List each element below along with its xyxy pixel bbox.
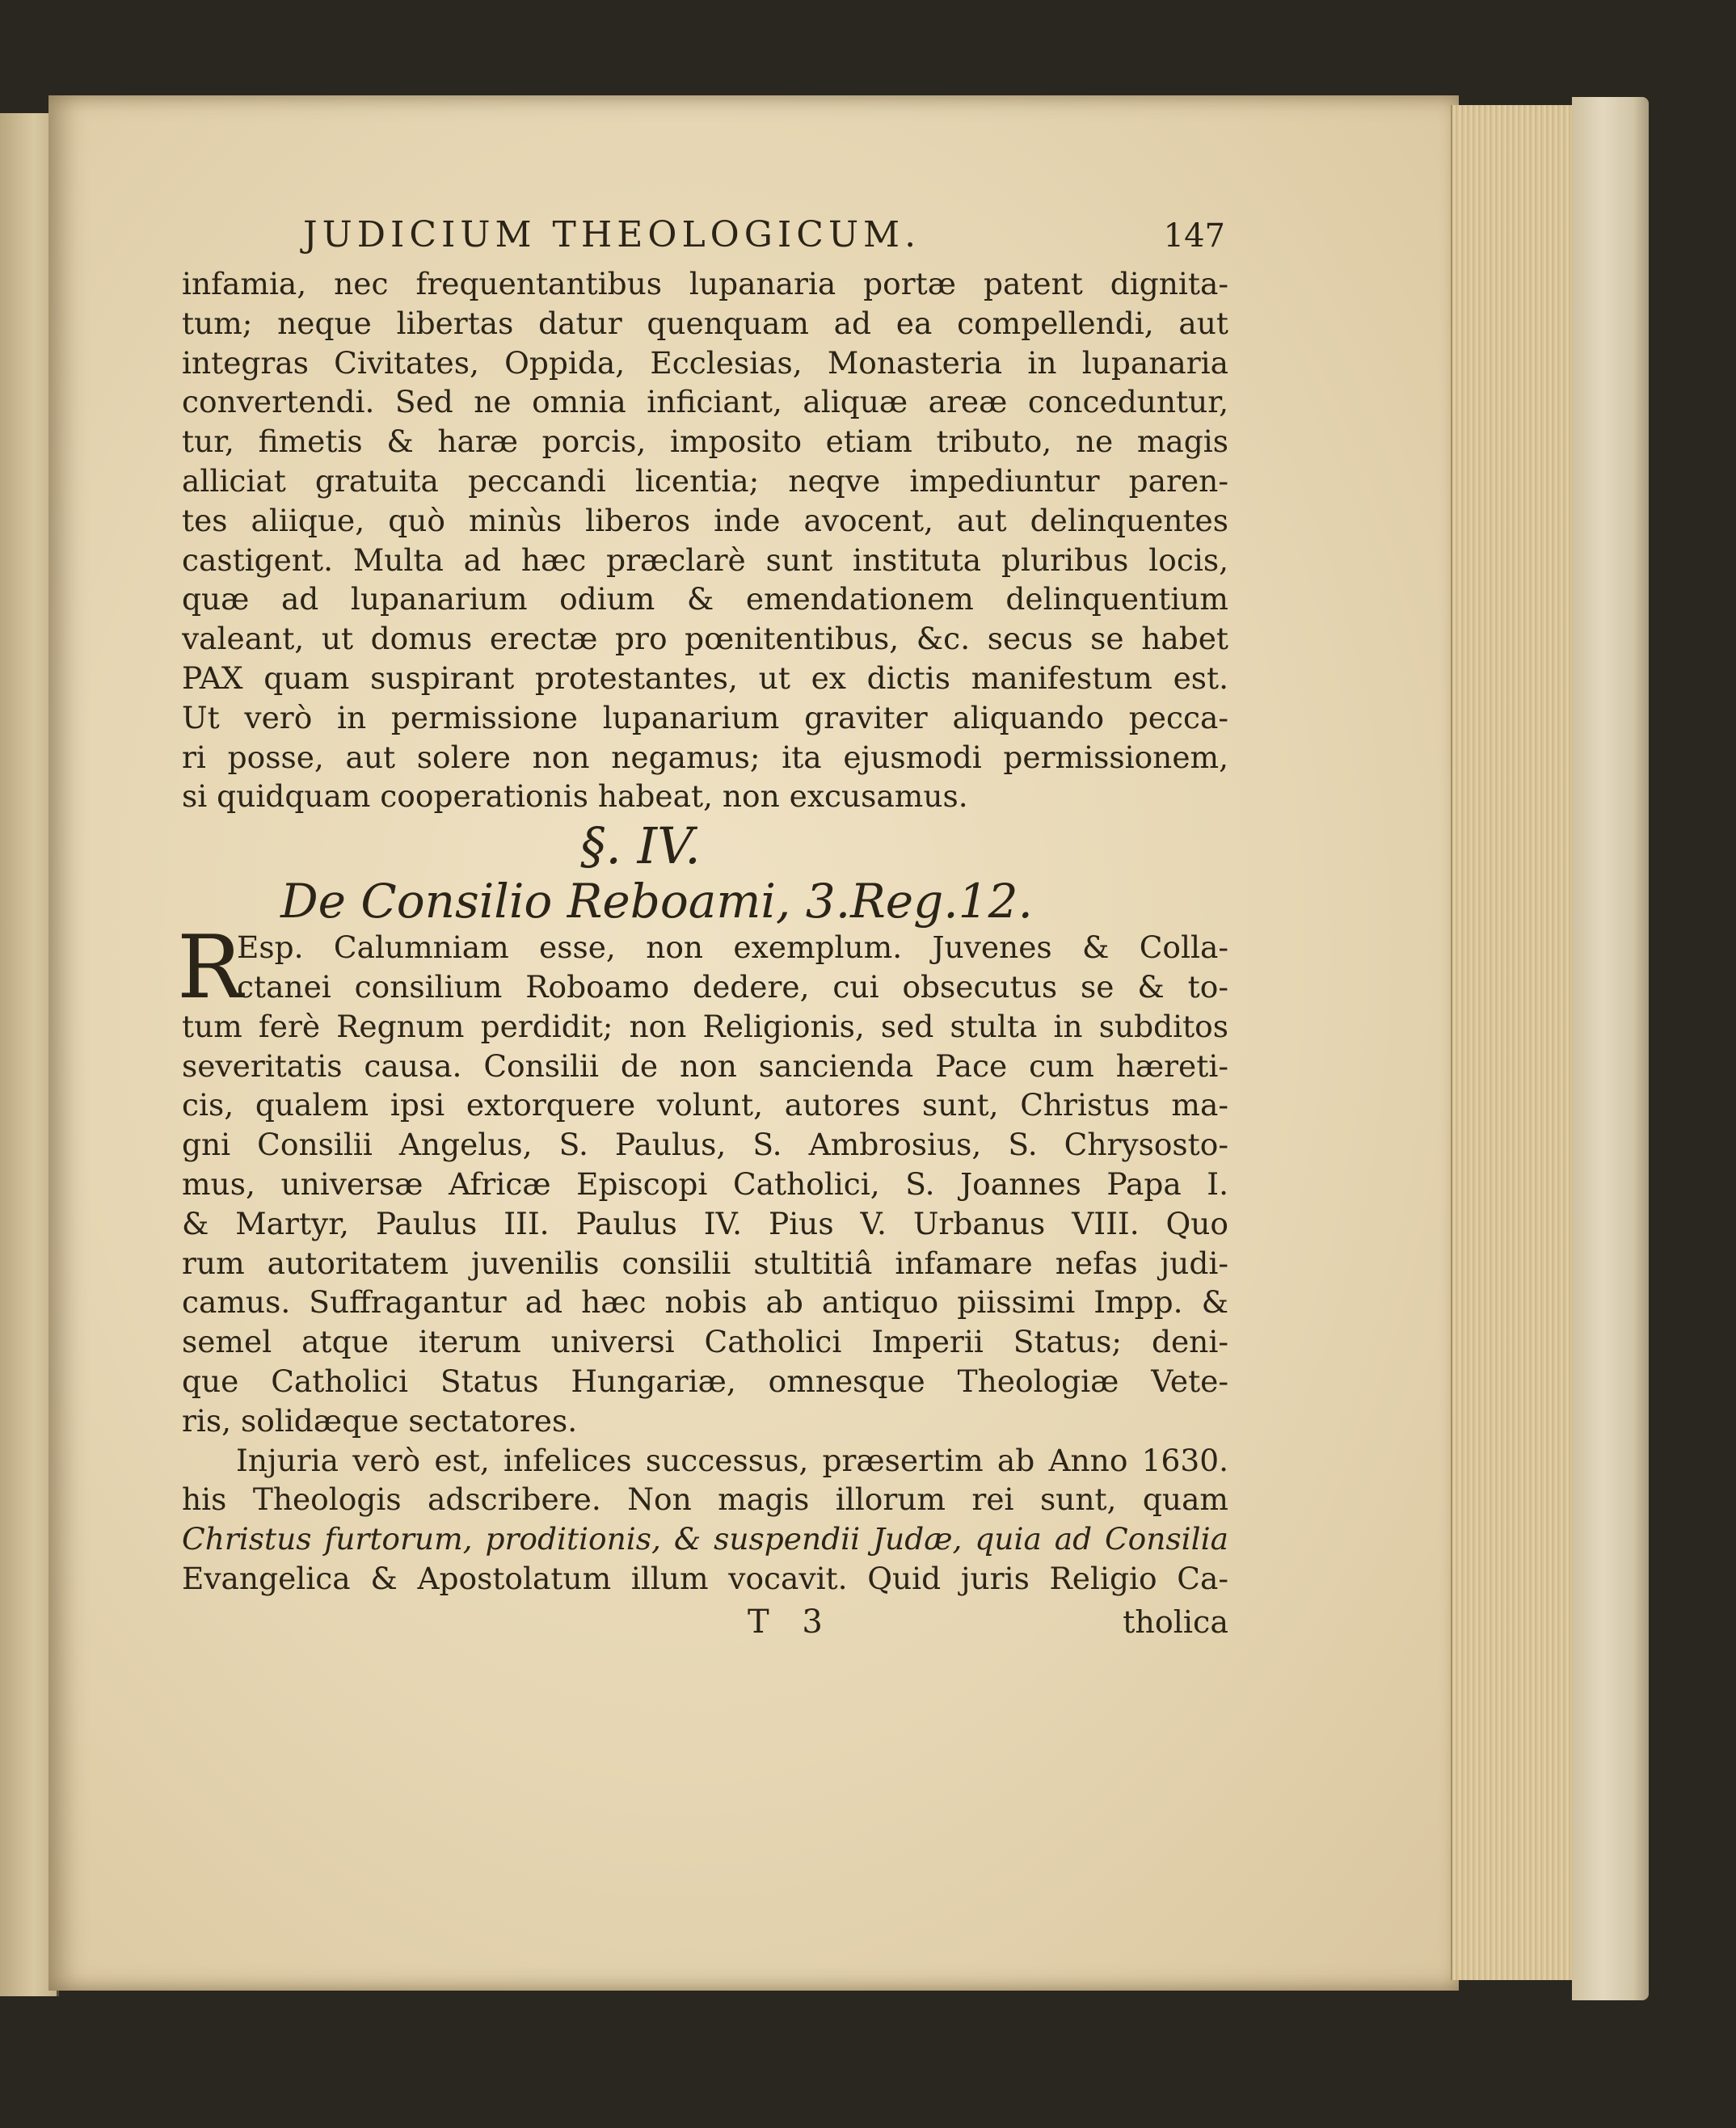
text-line: valeant, ut domus erectæ pro pœnitentibus, &c. secus se habet [182, 621, 1228, 657]
text-line: ri posse, aut solere non negamus; ita ejusmodi permissionem, [182, 739, 1228, 775]
section-title: De Consilio Reboami, 3.Reg.12. [280, 874, 1033, 929]
text-line: alliciat gratuita peccandi licentia; neqve impediuntur paren- [182, 462, 1228, 499]
text-line: convertendi. Sed ne omnia inficiant, aliquæ areæ conceduntur, [182, 384, 1228, 420]
text-line: si quidquam cooperationis habeat, non excusamus. [182, 778, 968, 815]
drop-cap: R [177, 917, 243, 1019]
text-line: semel atque iterum universi Catholici Imperii Status; deni- [182, 1324, 1228, 1360]
text-line: Esp. Calumniam esse, non exemplum. Juvenes & Colla- [237, 929, 1228, 966]
signature-mark: T 3 [748, 1603, 834, 1641]
text-line: integras Civitates, Oppida, Ecclesias, Monasteria in lupanaria [182, 344, 1228, 381]
text-line: cis, qualem ipsi extorquere volunt, autores sunt, Christus ma- [182, 1087, 1228, 1123]
paragraph-1 [182, 264, 1228, 816]
text-line [182, 1519, 1228, 1559]
page-text [177, 214, 1228, 1644]
book-cover-edge [1572, 97, 1649, 2000]
text-line: PAX quam suspirant protestantes, ut ex dictis manifestum est. [182, 659, 1228, 696]
text-line: quæ ad lupanarium odium & emendationem delinquentium [182, 581, 1228, 617]
text-line: severitatis causa. Consilii de non sancienda Pace cum hæreti- [182, 1047, 1228, 1084]
paragraph-3 [182, 1441, 1228, 1599]
page-edges [1451, 105, 1582, 1980]
running-title: JUDICIUM THEOLOGICUM. [303, 214, 921, 255]
page-footer [182, 1603, 1228, 1644]
text-line: tum; neque libertas datur quenquam ad ea compellendi, aut [182, 305, 1228, 341]
paragraph-2 [177, 917, 1228, 1440]
text-line: Evangelica & Apostolatum illum vocavit. Quid juris Religio Ca- [182, 1560, 1228, 1596]
text-line: mus, universæ Africæ Episcopi Catholici, S. Joannes Papa I. [182, 1165, 1228, 1202]
text-line: gni Consilii Angelus, S. Paulus, S. Ambrosius, S. Chrysosto- [182, 1127, 1228, 1163]
text-line: camus. Suffragantur ad hæc nobis ab antiquo piissimi Impp. & [182, 1284, 1228, 1321]
text-line: tum ferè Regnum perdidit; non Religionis, sed stulta in subditos [182, 1008, 1228, 1044]
text-line: castigent. Multa ad hæc præclarè sunt instituta pluribus locis, [182, 541, 1228, 578]
text-line: tes aliique, quò minùs liberos inde avocent, aut delinquentes [182, 502, 1228, 538]
text-line: tur, fimetis & haræ porcis, imposito etiam tributo, ne magis [182, 423, 1228, 460]
catchword: tholica [1123, 1603, 1228, 1640]
text-line: & Martyr, Paulus III. Paulus IV. Pius V. Urbanus VIII. Quo [182, 1205, 1228, 1241]
section-mark: §. IV. [580, 816, 701, 876]
running-head [182, 214, 1228, 264]
text-line: que Catholici Status Hungariæ, omnesque Theologiæ Vete- [182, 1363, 1228, 1399]
text-italic: Christus furtorum, proditionis, & suspendii Judæ, quia ad Consilia [182, 1521, 1228, 1557]
text-line: his Theologis adscribere. Non magis illorum rei sunt, quam [182, 1481, 1228, 1518]
text-line: ris, solidæque sectatores. [182, 1402, 578, 1439]
text-line: ctanei consilium Roboamo dedere, cui obsecutus se & to- [237, 968, 1228, 1005]
text-line: rum autoritatem juvenilis consilii stultitiâ infamare nefas judi- [182, 1245, 1228, 1281]
page-number: 147 [1163, 217, 1225, 255]
text-line: Ut verò in permissione lupanarium graviter aliquando pecca- [182, 699, 1228, 735]
text-line: infamia, nec frequentantibus lupanaria portæ patent dignita- [182, 266, 1228, 301]
text-line: Injuria verò est, infelices successus, præsertim ab Anno 1630. [236, 1442, 1228, 1478]
